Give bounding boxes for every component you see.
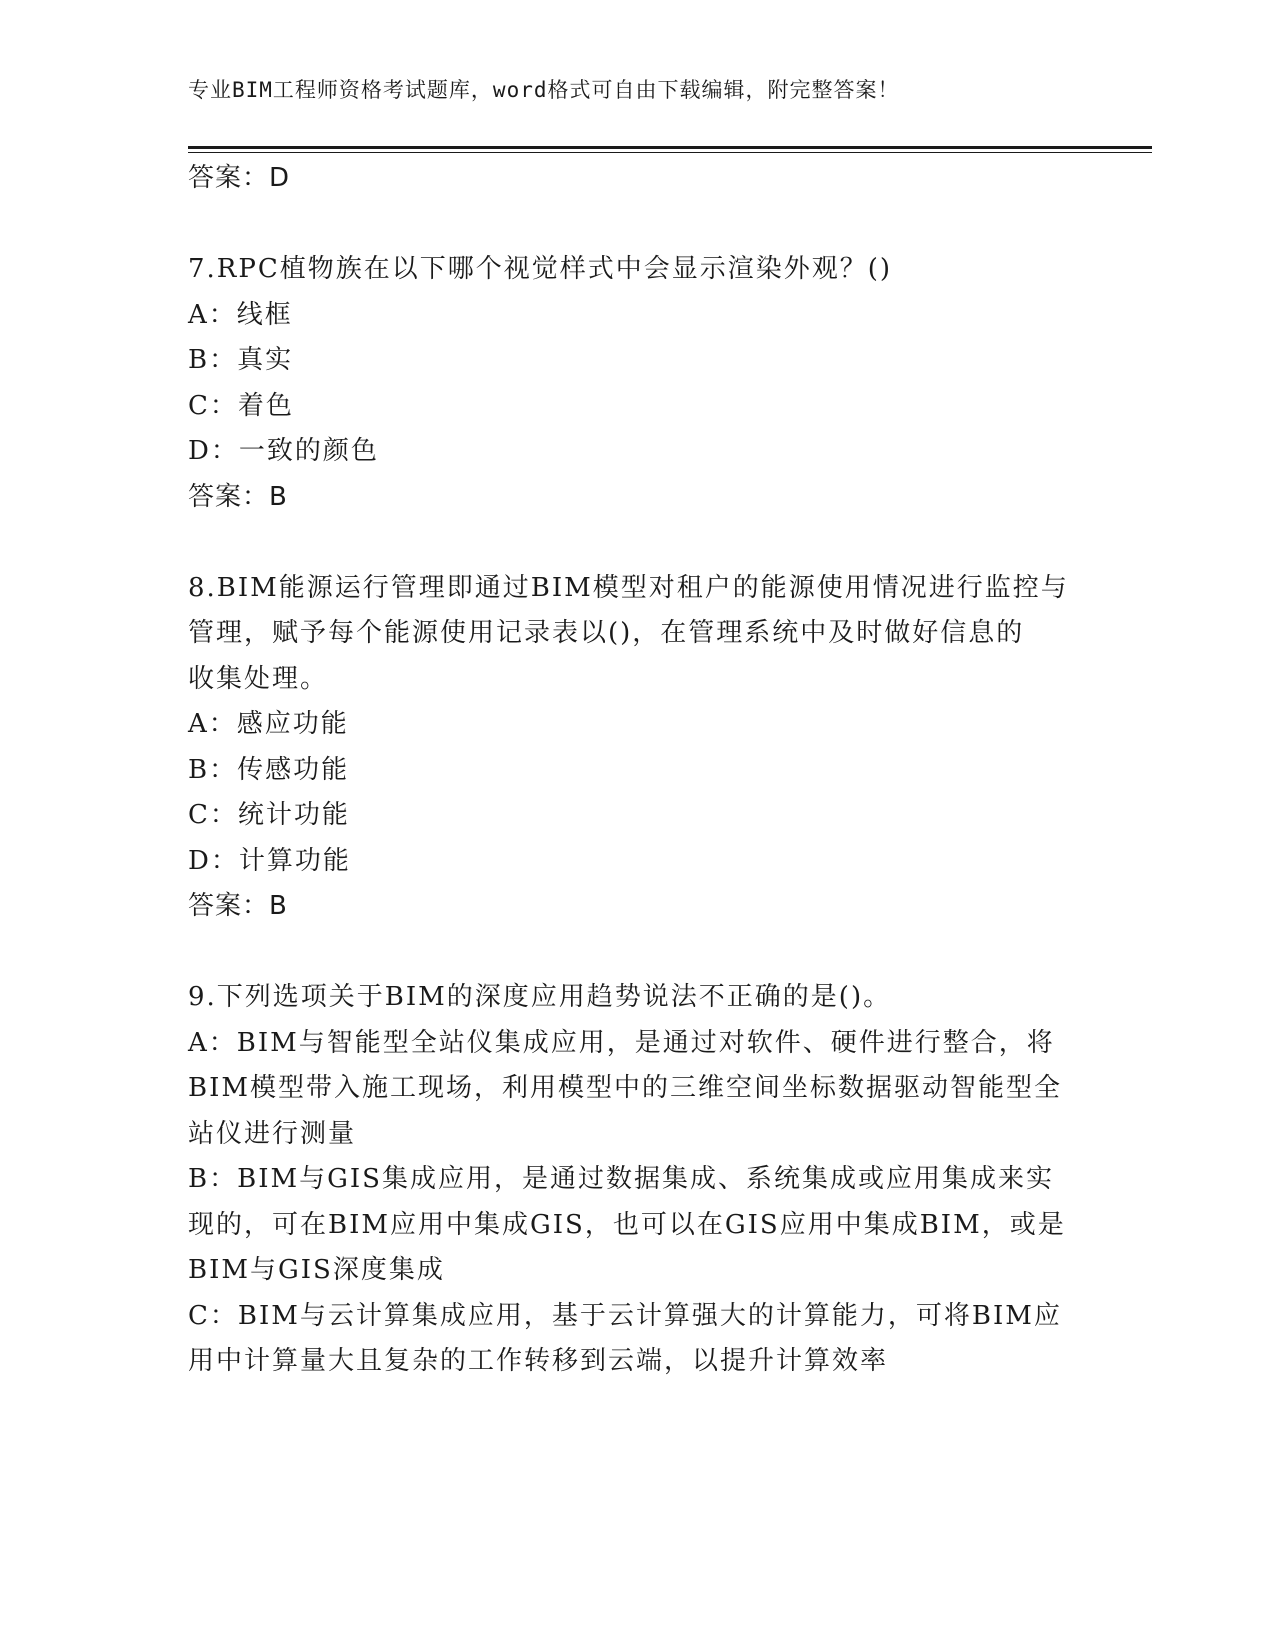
spacer — [188, 520, 1088, 566]
question-9-text: 9.下列选项关于BIM的深度应用趋势说法不正确的是()。 — [188, 982, 892, 1012]
question-8-option-b: B：传感功能 — [188, 754, 350, 785]
question-9-option-b-line-2: 现的，可在BIM应用中集成GIS，也可以在GIS应用中集成BIM，或是 — [188, 1209, 1066, 1240]
question-9-option-a-line-2: BIM模型带入施工现场，利用模型中的三维空间坐标数据驱动智能型全 — [188, 1073, 1062, 1103]
question-9-option-c-line-2: 用中计算量大且复杂的工作转移到云端，以提升计算效率 — [188, 1346, 889, 1376]
question-9-option-a-line-1: A：BIM与智能型全站仪集成应用，是通过对软件、硬件进行整合，将 — [188, 1027, 1055, 1058]
question-9-option-b-line-3: BIM与GIS深度集成 — [188, 1255, 445, 1285]
page-header: 专业BIM工程师资格考试题库，word格式可自由下载编辑，附完整答案！ — [188, 78, 900, 102]
question-8-text-line-2: 管理，赋予每个能源使用记录表以()，在管理系统中及时做好信息的 — [188, 618, 1025, 648]
question-9-option-c-line-1: C：BIM与云计算集成应用，基于云计算强大的计算能力，可将BIM应 — [188, 1300, 1062, 1331]
spacer — [188, 202, 1088, 248]
question-8-option-d: D：计算功能 — [188, 845, 351, 876]
question-7-text: 7.RPC植物族在以下哪个视觉样式中会显示渲染外观？() — [188, 254, 893, 284]
question-7-answer: 答案：B — [188, 481, 288, 512]
spacer — [188, 930, 1088, 976]
question-8-answer: 答案：B — [188, 891, 288, 921]
question-7-option-a: A：线框 — [188, 299, 293, 330]
question-8-option-c: C：统计功能 — [188, 800, 350, 830]
header-rule-thin — [188, 152, 1152, 153]
question-9-option-b-line-1: B：BIM与GIS集成应用，是通过数据集成、系统集成或应用集成来实 — [188, 1164, 1054, 1194]
document-body — [188, 156, 1088, 1385]
question-7-option-d: D：一致的颜色 — [188, 436, 379, 466]
previous-answer: 答案：D — [188, 163, 291, 193]
question-9-option-a-line-3: 站仪进行测量 — [188, 1118, 357, 1149]
question-7-option-b: B：真实 — [188, 345, 294, 375]
question-8-text-line-3: 收集处理。 — [188, 663, 329, 694]
question-8-text-line-1: 8.BIM能源运行管理即通过BIM模型对租户的能源使用情况进行监控与 — [188, 572, 1069, 603]
question-7-option-c: C：着色 — [188, 390, 294, 421]
question-8-option-a: A：感应功能 — [188, 709, 349, 739]
header-rule-thick — [188, 146, 1152, 149]
